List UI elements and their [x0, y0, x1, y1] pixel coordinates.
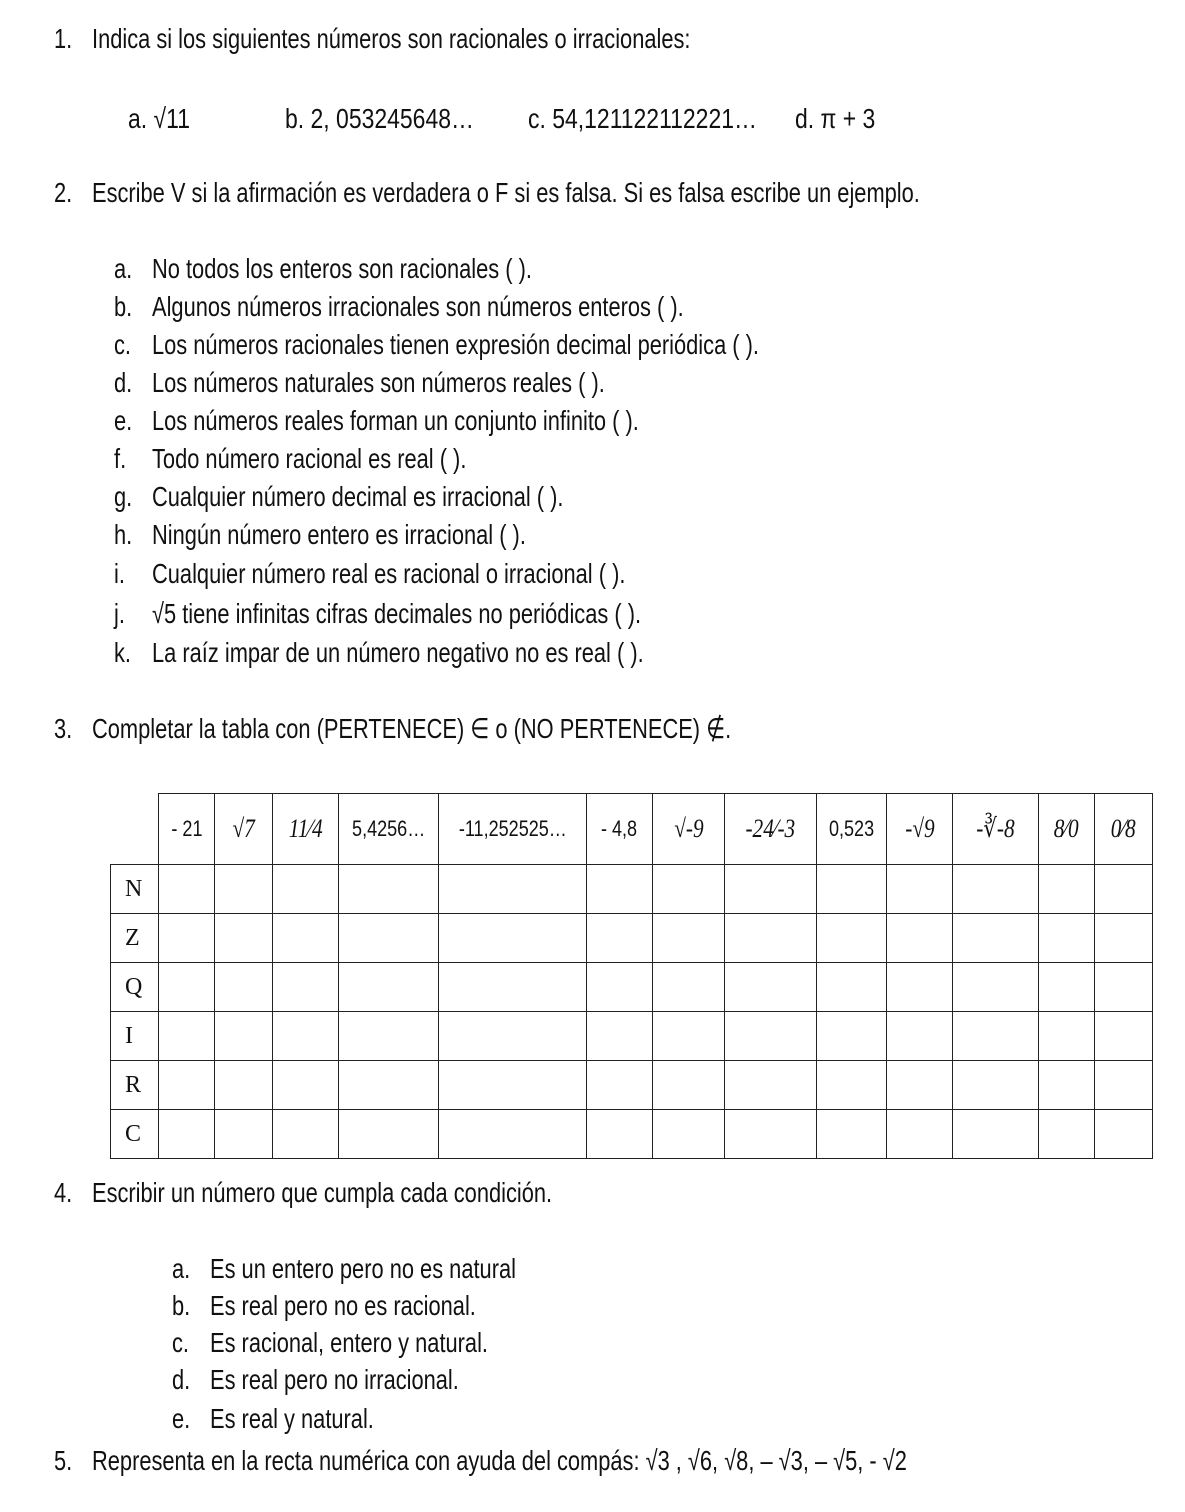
answer-cell[interactable] [887, 1061, 953, 1110]
answer-cell[interactable] [817, 963, 887, 1012]
answer-cell[interactable] [725, 1012, 817, 1061]
answer-cell[interactable] [887, 914, 953, 963]
answer-cell[interactable] [653, 1061, 725, 1110]
answer-cell[interactable] [273, 865, 339, 914]
answer-cell[interactable] [817, 1110, 887, 1159]
header-cell: -24⁄-3 [725, 794, 817, 865]
answer-cell[interactable] [953, 963, 1039, 1012]
answer-cell[interactable] [215, 865, 273, 914]
answer-cell[interactable] [159, 914, 215, 963]
answer-cell[interactable] [439, 865, 587, 914]
answer-cell[interactable] [653, 1110, 725, 1159]
answer-cell[interactable] [587, 1110, 653, 1159]
answer-cell[interactable] [1095, 1110, 1153, 1159]
answer-cell[interactable] [339, 865, 439, 914]
classification-table [110, 793, 1153, 1159]
question-2-number: 2. [54, 177, 73, 208]
question-2 [54, 176, 1154, 210]
answer-cell[interactable] [339, 1061, 439, 1110]
answer-cell[interactable] [953, 1061, 1039, 1110]
answer-cell[interactable] [159, 1061, 215, 1110]
answer-cell[interactable] [215, 1110, 273, 1159]
answer-cell[interactable] [817, 1012, 887, 1061]
table-row [111, 1061, 1153, 1110]
answer-cell[interactable] [439, 1061, 587, 1110]
answer-cell[interactable] [215, 914, 273, 963]
answer-cell[interactable] [953, 1012, 1039, 1061]
answer-cell[interactable] [339, 1012, 439, 1061]
question-1-text: Indica si los siguientes números son racionales o irracionales: [92, 23, 691, 54]
answer-cell[interactable] [1039, 914, 1095, 963]
worksheet-page: 1. Indica si los siguientes números son racionales o irracionales: a. √11 b. 2, 053245648… c. 54,121122112221… d. π + 3 2. Escribe V si la afirmación es verdadera o F si es falsa. Si es falsa escribe un ejemplo. a. No todos los enteros son racionales ( ). b. Algunos números irracionales son números enteros ( ). c. Los números racionales tienen expresión decimal periódica ( ). d. Los números naturales son números reales ( ). e. Los números reales forman un conjunto infinito ( ). f. Todo número racional es real ( ). g. Cualquier número decimal es irracional ( ). h. Ningún número entero es irracional ( ). i. Cualquier número real es racional o irracional ( ). j. √5 tiene infinitas cifras decimales no periódicas ( ). k. La raíz impar de un número negativo no es real ( ). 3. Completar la tabla con (PERTENECE) ∈ o (NO PERTENECE) ∉. - 21 √7 11⁄4 5,4256… -11,252525… - 4,8 √-9 -24⁄-3 0,523 -√9 -∛-8 8⁄0 0⁄8 N Z Q I R C 4. Escribir un número que cumpla cada condición. a. Es un entero pero no es natural b. Es real pero no es racional. c. Es racional, entero y natural. d. Es real pero no irracional. e. Es real y natural. 5. Representa en la recta numérica con ayuda del compás: √3 , √6, √8, – √3, – √5, - √2 [0, 0, 1185, 1512]
header-cell: 11⁄4 [273, 794, 339, 865]
answer-cell[interactable] [587, 914, 653, 963]
answer-cell[interactable] [887, 963, 953, 1012]
table-row [111, 865, 1153, 914]
answer-cell[interactable] [159, 963, 215, 1012]
answer-cell[interactable] [339, 963, 439, 1012]
answer-cell[interactable] [653, 1012, 725, 1061]
question-4 [54, 1176, 1154, 1210]
header-cell: - 4,8 [587, 794, 653, 865]
answer-cell[interactable] [273, 963, 339, 1012]
answer-cell[interactable] [1039, 1012, 1095, 1061]
q1-option-c: c. 54,121122112221… [528, 103, 757, 134]
answer-cell[interactable] [159, 1012, 215, 1061]
answer-cell[interactable] [439, 1012, 587, 1061]
answer-cell[interactable] [339, 1110, 439, 1159]
answer-cell[interactable] [439, 963, 587, 1012]
table-row [111, 1110, 1153, 1159]
answer-cell[interactable] [953, 865, 1039, 914]
answer-cell[interactable] [587, 1012, 653, 1061]
answer-cell[interactable] [273, 1061, 339, 1110]
header-cell: -∛-8 [953, 794, 1039, 865]
answer-cell[interactable] [439, 914, 587, 963]
answer-cell[interactable] [159, 865, 215, 914]
answer-cell[interactable] [653, 865, 725, 914]
answer-cell[interactable] [953, 914, 1039, 963]
table-row [111, 1012, 1153, 1061]
answer-cell[interactable] [953, 1110, 1039, 1159]
row-label: N [111, 865, 159, 914]
question-1-number: 1. [54, 23, 73, 54]
answer-cell[interactable] [339, 914, 439, 963]
answer-cell[interactable] [653, 914, 725, 963]
answer-cell[interactable] [725, 1061, 817, 1110]
answer-cell[interactable] [159, 1110, 215, 1159]
table-corner [111, 794, 159, 865]
answer-cell[interactable] [587, 963, 653, 1012]
header-cell: 0⁄8 [1095, 794, 1153, 865]
header-cell: 8⁄0 [1039, 794, 1095, 865]
answer-cell[interactable] [1039, 865, 1095, 914]
answer-cell[interactable] [725, 914, 817, 963]
answer-cell[interactable] [653, 963, 725, 1012]
q1-option-b: b. 2, 053245648… [285, 103, 474, 134]
question-4-text: Escribir un número que cumpla cada condición. [92, 1177, 553, 1208]
row-label: R [111, 1061, 159, 1110]
answer-cell[interactable] [273, 1012, 339, 1061]
question-3-text: Completar la tabla con (PERTENECE) ∈ o (NO PERTENECE) ∉. [92, 713, 732, 744]
header-cell: 5,4256… [339, 794, 439, 865]
question-4-number: 4. [54, 1177, 73, 1208]
header-cell: 0,523 [817, 794, 887, 865]
answer-cell[interactable] [1095, 1061, 1153, 1110]
row-label: Q [111, 963, 159, 1012]
answer-cell[interactable] [587, 865, 653, 914]
answer-cell[interactable] [273, 914, 339, 963]
answer-cell[interactable] [725, 963, 817, 1012]
answer-cell[interactable] [1095, 914, 1153, 963]
answer-cell[interactable] [725, 1110, 817, 1159]
answer-cell[interactable] [439, 1110, 587, 1159]
table-row [111, 914, 1153, 963]
answer-cell[interactable] [1039, 1061, 1095, 1110]
answer-cell[interactable] [215, 1061, 273, 1110]
table-header-row [111, 794, 1153, 865]
q1-option-a: a. √11 [128, 103, 190, 134]
answer-cell[interactable] [1039, 963, 1095, 1012]
answer-cell[interactable] [817, 865, 887, 914]
q1-option-d: d. π + 3 [795, 103, 876, 134]
header-cell: √7 [215, 794, 273, 865]
question-1 [54, 22, 1154, 56]
answer-cell[interactable] [887, 1012, 953, 1061]
question-3 [54, 712, 1154, 746]
header-cell: - 21 [159, 794, 215, 865]
answer-cell[interactable] [215, 963, 273, 1012]
answer-cell[interactable] [273, 1110, 339, 1159]
answer-cell[interactable] [1039, 1110, 1095, 1159]
header-cell: -11,252525… [439, 794, 587, 865]
answer-cell[interactable] [725, 865, 817, 914]
question-2-text: Escribe V si la afirmación es verdadera o F si es falsa. Si es falsa escribe un ejemplo. [92, 177, 920, 208]
answer-cell[interactable] [1095, 1012, 1153, 1061]
answer-cell[interactable] [817, 914, 887, 963]
question-3-number: 3. [54, 713, 73, 744]
answer-cell[interactable] [1095, 865, 1153, 914]
answer-cell[interactable] [887, 1110, 953, 1159]
answer-cell[interactable] [1095, 963, 1153, 1012]
row-label: C [111, 1110, 159, 1159]
header-cell: -√9 [887, 794, 953, 865]
answer-cell[interactable] [215, 1012, 273, 1061]
answer-cell[interactable] [887, 865, 953, 914]
header-cell: √-9 [653, 794, 725, 865]
row-label: Z [111, 914, 159, 963]
table-row [111, 963, 1153, 1012]
question-5 [54, 1444, 1154, 1478]
question-5-number: 5. [54, 1445, 73, 1476]
answer-cell[interactable] [817, 1061, 887, 1110]
question-5-text: Representa en la recta numérica con ayuda del compás: √3 , √6, √8, – √3, – √5, - √2 [92, 1445, 907, 1476]
row-label: I [111, 1012, 159, 1061]
answer-cell[interactable] [587, 1061, 653, 1110]
